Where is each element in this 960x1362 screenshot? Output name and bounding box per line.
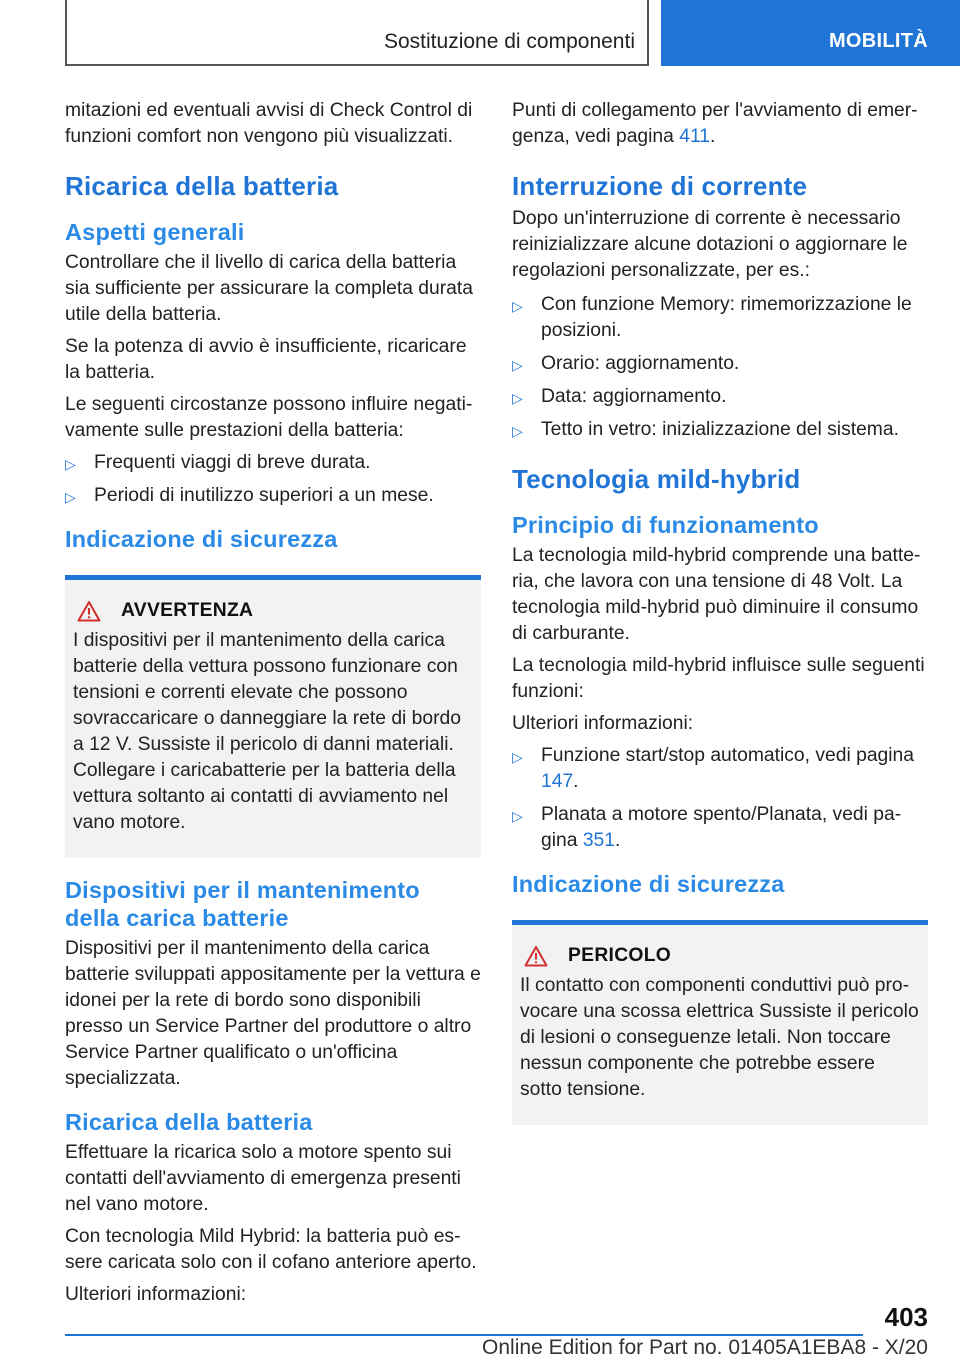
triangle-right-outline-icon: ▷ [512, 298, 523, 314]
heading-ricarica-batteria: Ricarica della batteria [65, 171, 339, 201]
header-section-tab [65, 0, 649, 66]
bullet-list [65, 450, 481, 509]
right-column [512, 98, 928, 1143]
warning-text: I dispositivi per il mantenimento della carica batterie della vettura possono funzionare con tensioni e correnti elevate che possono sovraccaricare o danneggiare la rete di bordo a 12 V. Sussiste il pericolo di danni materiali. Collegare i caricabatterie per la batteria della vettura soltanto ai contatti di avviamento nel vano motore. [73, 630, 461, 833]
triangle-right-outline-icon: ▷ [512, 749, 523, 765]
header-chapter-title: MOBILITÀ [828, 30, 928, 52]
paragraph: Controllare che il livello di carica della batteria sia sufficiente per assicurare la completa durata utile della batteria. [65, 252, 473, 325]
warning-box [65, 575, 481, 858]
danger-text: Il contatto con componenti conduttivi può provocare una scossa elettrica Sussiste il pericolo di lesioni o conseguenze letali. Non toccare nessun componente che potrebbe essere sotto tensione. [520, 975, 919, 1100]
list-item: ▷ Periodi di inutilizzo superiori a un mese. [65, 483, 481, 509]
heading-indicazione-sicurezza: Indicazione di sicurezza [512, 871, 785, 897]
paragraph: Effettuare la ricarica solo a motore spento sui contatti dell'avviamento di emergenza presenti nel vano motore. [65, 1142, 461, 1215]
warning-title-row [73, 600, 473, 622]
heading-dispositivi-mantenimento: Dispositivi per il mantenimento della carica batterie [65, 877, 420, 931]
danger-title: PERICOLO [568, 945, 672, 966]
paragraph-continued: Punti di collegamento per l'avviamento di emergenza, vedi pagina 411. [512, 100, 918, 147]
page-number: 403 [884, 1302, 928, 1332]
triangle-right-outline-icon: ▷ [512, 423, 523, 439]
paragraph: Ulteriori informazioni: [65, 1284, 247, 1305]
bullet-list [512, 292, 928, 443]
triangle-right-outline-icon: ▷ [512, 808, 523, 824]
bullet-list [512, 743, 928, 854]
heading-ricarica-batteria-sub: Ricarica della batteria [65, 1109, 313, 1135]
paragraph: La tecnologia mild-hybrid comprende una batteria, che lavora con una tensione di 48 Volt. La tecnologia mild-hybrid può diminuire il consumo di carburante. [512, 545, 921, 644]
heading-aspetti-generali: Aspetti generali [65, 219, 245, 245]
left-column [65, 98, 481, 1314]
paragraph-continued: mitazioni ed eventuali avvisi di Check Control di funzioni comfort non vengono più visualizzati. [65, 100, 473, 147]
triangle-right-outline-icon: ▷ [512, 390, 523, 406]
paragraph: La tecnologia mild-hybrid influisce sulle seguenti funzioni: [512, 655, 925, 702]
triangle-right-outline-icon: ▷ [65, 489, 76, 505]
page-header [0, 0, 960, 66]
page-link-411[interactable]: 411 [679, 126, 710, 147]
page-link-351[interactable]: 351 [582, 830, 615, 851]
list-item: ▷ Planata a motore spento/Planata, vedi pagina 351. [512, 804, 902, 851]
paragraph: Dopo un'interruzione di corrente è necessario reinizializzare alcune dotazioni o aggiornare le regolazioni personalizzate, per es.: [512, 208, 908, 281]
paragraph: Se la potenza di avvio è insufficiente, ricaricare la batteria. [65, 336, 467, 383]
paragraph: Dispositivi per il mantenimento della carica batterie sviluppati appositamente per la vettura e idonei per la rete di bordo sono disponibili presso un Service Partner del produttore o altro Service Partner qualificato o un'officina specializzata. [65, 938, 481, 1089]
warning-triangle-icon [77, 600, 101, 622]
list-item: ▷ Tetto in vetro: inizializzazione del sistema. [512, 417, 928, 443]
heading-indicazione-sicurezza: Indicazione di sicurezza [65, 526, 338, 552]
header-section-title: Sostituzione di componenti [384, 30, 635, 53]
triangle-right-outline-icon: ▷ [512, 357, 523, 373]
heading-interruzione-corrente: Interruzione di corrente [512, 171, 808, 201]
footer-edition: Online Edition for Part no. 01405A1EBA8 - X/20 [482, 1336, 928, 1359]
list-item: ▷ Data: aggiornamento. [512, 384, 928, 410]
heading-principio-funzionamento: Principio di funzionamento [512, 512, 819, 538]
list-item: ▷ Orario: aggiornamento. [512, 351, 928, 377]
paragraph: Ulteriori informazioni: [512, 713, 694, 734]
list-item: ▷ Con funzione Memory: rimemorizzazione le posizioni. [512, 294, 912, 341]
warning-triangle-icon [524, 945, 548, 967]
danger-box [512, 920, 928, 1125]
list-item: ▷ Funzione start/stop automatico, vedi pagina 147. [512, 745, 914, 792]
paragraph: Le seguenti circostanze possono influire negativamente sulle prestazioni della batteria: [65, 394, 473, 441]
header-chapter-tab [661, 0, 960, 66]
page-link-147[interactable]: 147 [541, 771, 574, 792]
heading-tecnologia-mild-hybrid: Tecnologia mild-hybrid [512, 464, 801, 494]
list-item: ▷ Frequenti viaggi di breve durata. [65, 450, 481, 476]
danger-title-row [520, 945, 920, 967]
triangle-right-outline-icon: ▷ [65, 456, 76, 472]
warning-title: AVVERTENZA [121, 600, 254, 621]
paragraph: Con tecnologia Mild Hybrid: la batteria può essere caricata solo con il cofano anteriore aperto. [65, 1226, 477, 1273]
